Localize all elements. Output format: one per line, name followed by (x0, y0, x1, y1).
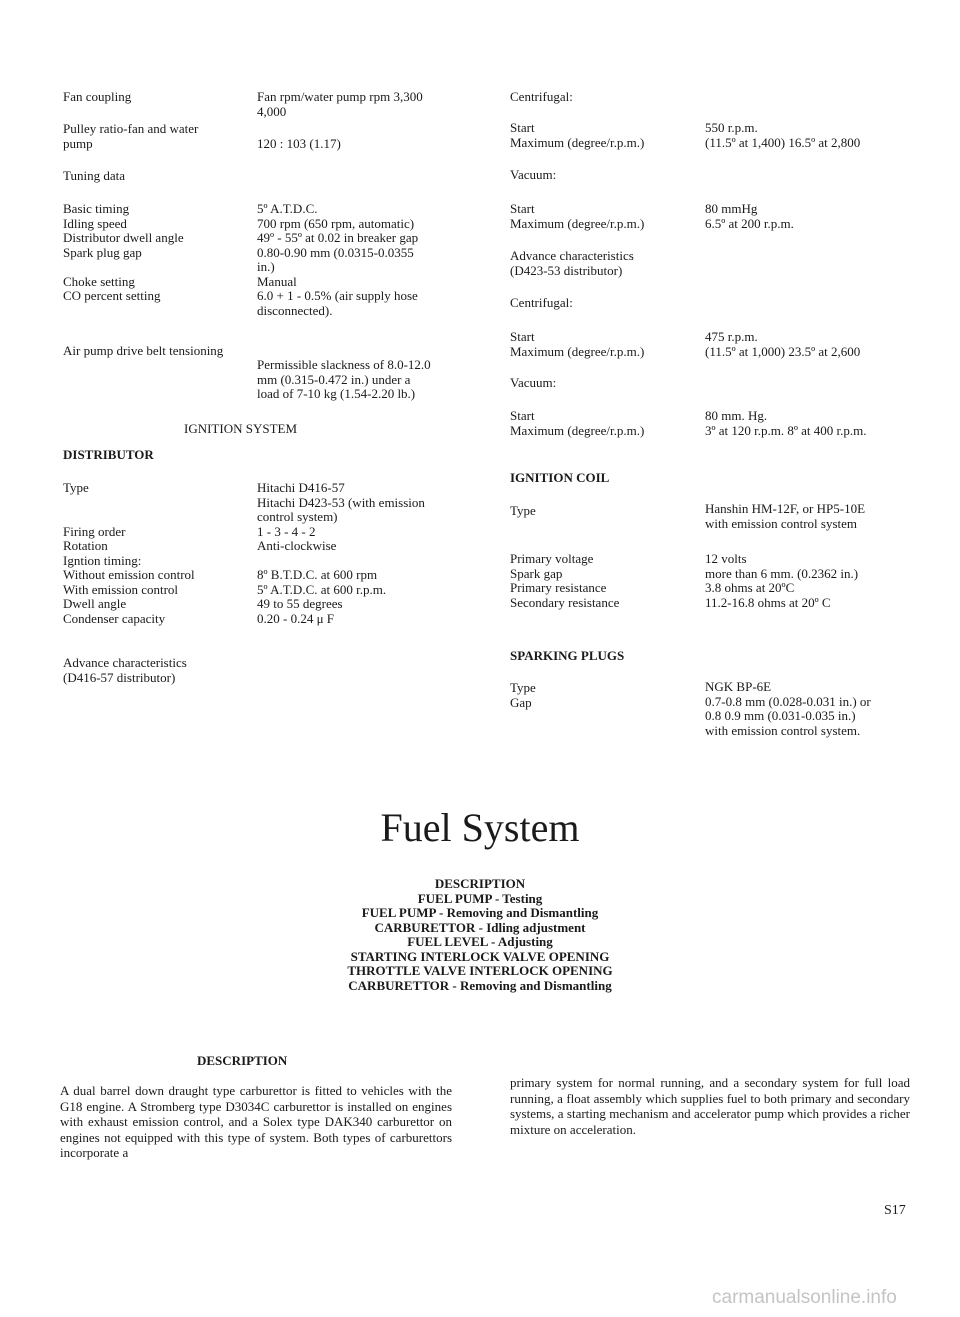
vacuum-labels-1: Start Maximum (degree/r.p.m.) (510, 201, 645, 231)
air-pump-value: Permissible slackness of 8.0-12.0 mm (0.315-0.472 in.) under a load of 7-10 kg (1.54-2.20 lb.) (257, 357, 431, 401)
coil-values: 12 volts more than 6 mm. (0.2362 in.) 3.8 ohms at 20ºC 11.2-16.8 ohms at 20º C (705, 551, 859, 610)
centrifugal-heading-2: Centrifugal: (510, 295, 573, 310)
contents-item: FUEL LEVEL - Adjusting (407, 934, 553, 949)
description-left-paragraph: A dual barrel down draught type carburettor is fitted to vehicles with the G18 engine. A Stromberg type D3034C carburettor is installed on engines with exhaust emission control, and a Solex type DAK340 carburettor on engines not equipped with this type of system. Both types of carburettors incorporate a (60, 1083, 452, 1160)
centrifugal-values-2: 475 r.p.m. (11.5º at 1,000) 23.5º at 2,600 (705, 329, 861, 359)
description-right-paragraph: primary system for normal running, and a secondary system for full load running, a float assembly which supplies fuel to both primary and secondary systems, a starting mechanism and accelerator pump which provides a richer mixture on acceleration. (510, 1075, 910, 1137)
vacuum-values-1: 80 mmHg 6.5º at 200 r.p.m. (705, 201, 794, 231)
plug-labels: Type Gap (510, 680, 536, 710)
vacuum-heading-1: Vacuum: (510, 167, 557, 182)
tuning-data-heading: Tuning data (63, 168, 125, 183)
pulley-ratio-value: 120 : 103 (1.17) (257, 136, 341, 151)
sparking-plugs-heading: SPARKING PLUGS (510, 648, 625, 663)
contents-item: CARBURETTOR - Idling adjustment (374, 919, 586, 935)
contents-item: THROTTLE VALVE INTERLOCK OPENING (347, 963, 613, 978)
centrifugal-heading-1: Centrifugal: (510, 89, 573, 104)
vacuum-values-2: 80 mm. Hg. 3º at 120 r.p.m. 8º at 400 r.p.m. (705, 408, 867, 438)
centrifugal-values-1: 550 r.p.m. (11.5º at 1,400) 16.5º at 2,800 (705, 120, 861, 150)
fan-coupling-value: Fan rpm/water pump rpm 3,300 4,000 (257, 89, 423, 119)
air-pump-label: Air pump drive belt tensioning (63, 343, 224, 358)
plug-values: NGK BP-6E 0.7-0.8 mm (0.028-0.031 in.) or 0.8 0.9 mm (0.031-0.035 in.) with emission control system. (705, 679, 871, 738)
coil-labels: Primary voltage Spark gap Primary resistance Secondary resistance (510, 551, 620, 610)
distributor-labels: Type Firing order Rotation Igntion timing: Without emission control With emission control Dwell angle Condenser capacity (63, 480, 195, 626)
description-heading: DESCRIPTION (197, 1053, 288, 1068)
ignition-coil-heading: IGNITION COIL (510, 470, 610, 485)
fuel-system-contents (0, 877, 960, 993)
tuning-labels: Basic timing Idling speed Distributor dwell angle Spark plug gap Choke setting CO percent setting (63, 201, 184, 303)
fan-coupling-label: Fan coupling (63, 89, 132, 104)
contents-item: STARTING INTERLOCK VALVE OPENING (350, 948, 610, 964)
tuning-values: 5º A.T.D.C. 700 rpm (650 rpm, automatic) 49º - 55º at 0.02 in breaker gap 0.80-0.90 mm (0.0315-0.0355 in.) Manual 6.0 + 1 - 0.5% (air supply hose disconnected). (257, 201, 419, 318)
watermark: carmanualsonline.info (712, 1287, 897, 1308)
pulley-ratio-label: Pulley ratio-fan and water pump (63, 121, 199, 151)
page-number: S17 (884, 1203, 906, 1218)
contents-item: FUEL PUMP - Testing (417, 890, 543, 906)
distributor-heading: DISTRIBUTOR (63, 447, 154, 462)
coil-type-value: Hanshin HM-12F, or HP5-10E with emission control system (705, 501, 866, 531)
centrifugal-labels-1: Start Maximum (degree/r.p.m.) (510, 120, 645, 150)
fuel-system-title: Fuel System (380, 805, 580, 850)
vacuum-labels-2: Start Maximum (degree/r.p.m.) (510, 408, 645, 438)
advance-d416-label: Advance characteristics (D416-57 distributor) (63, 655, 187, 685)
centrifugal-labels-2: Start Maximum (degree/r.p.m.) (510, 329, 645, 359)
coil-type-label: Type (510, 503, 536, 518)
contents-item: FUEL PUMP - Removing and Dismantling (361, 905, 599, 920)
advance-d423-label: Advance characteristics (D423-53 distributor) (510, 248, 634, 278)
distributor-values: Hitachi D416-57 Hitachi D423-53 (with emission control system) 1 - 3 - 4 - 2 Anti-clockwise 8º B.T.D.C. at 600 rpm 5º A.T.D.C. at 600 r.p.m. 49 to 55 degrees 0.20 - 0.24 μ F (257, 480, 425, 626)
ignition-system-heading: IGNITION SYSTEM (184, 421, 298, 436)
contents-item: CARBURETTOR - Removing and Dismantling (348, 977, 612, 993)
vacuum-heading-2: Vacuum: (510, 375, 557, 390)
contents-item: DESCRIPTION (434, 876, 526, 891)
